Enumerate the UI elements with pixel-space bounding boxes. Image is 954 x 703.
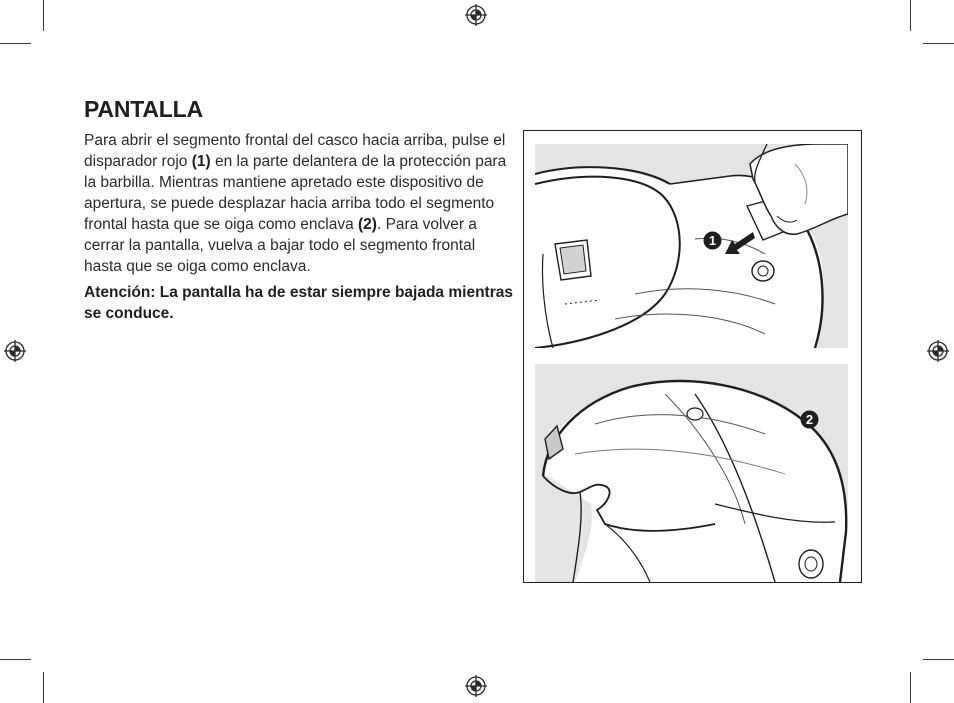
figure-panel-release-button: [535, 144, 848, 348]
registration-mark-icon: [4, 340, 26, 362]
helmet-open-illustration: [535, 364, 848, 582]
reference-1: (1): [191, 153, 211, 170]
crop-mark: [0, 659, 31, 660]
warning-text: Atención: La pantalla ha de estar siempre bajada mientras se conduce.: [84, 284, 513, 322]
instruction-text: Para abrir el segmento frontal del casco hacia arriba, pulse el disparador rojo: [84, 132, 506, 170]
section-body: [84, 130, 514, 329]
section-title: PANTALLA: [84, 96, 203, 122]
crop-mark: [43, 0, 44, 31]
crop-mark: [923, 43, 954, 44]
crop-mark: [923, 659, 954, 660]
crop-mark: [910, 672, 911, 703]
instruction-text: . Para volver a cerrar la pantalla, vuelva a bajar todo el segmento frontal hasta que se oiga como enclava.: [84, 216, 477, 275]
registration-mark-icon: [465, 4, 487, 26]
marker-1-label: 1: [708, 233, 717, 248]
crop-mark: [43, 672, 44, 703]
registration-mark-icon: [927, 340, 949, 362]
crop-mark: [910, 0, 911, 31]
instruction-text: en la parte delantera de la protección para la barbilla. Mientras mantiene apretado este dispositivo de apertura, se puede desplazar hacia arriba todo el segmento frontal hasta que se oiga como enclava: [84, 153, 507, 233]
helmet-figure: [523, 130, 862, 583]
instruction-paragraph: [84, 130, 514, 277]
figure-panel-front-segment: [535, 364, 848, 582]
marker-2-label: 2: [805, 412, 814, 427]
helmet-release-illustration: [535, 144, 848, 348]
warning-paragraph: [84, 282, 514, 324]
crop-mark: [0, 43, 31, 44]
registration-mark-icon: [465, 675, 487, 697]
reference-2: (2): [358, 216, 377, 233]
